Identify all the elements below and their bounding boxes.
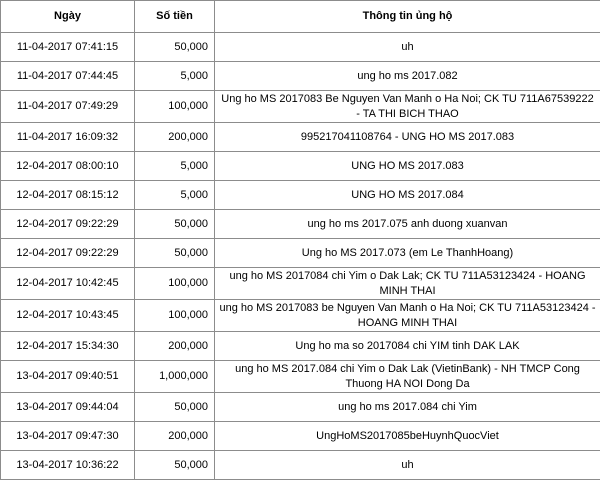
info-cell: UNG HO MS 2017.084 <box>215 181 600 210</box>
date-cell: 12-04-2017 08:15:12 <box>1 181 135 210</box>
table-row <box>1 33 600 62</box>
date-cell: 12-04-2017 08:00:10 <box>1 152 135 181</box>
amount-cell: 5,000 <box>135 62 215 91</box>
date-cell: 11-04-2017 07:44:45 <box>1 62 135 91</box>
date-cell: 12-04-2017 10:42:45 <box>1 268 135 300</box>
amount-cell: 200,000 <box>135 332 215 361</box>
info-cell: uh <box>215 451 600 480</box>
amount-cell: 5,000 <box>135 181 215 210</box>
amount-cell: 50,000 <box>135 451 215 480</box>
info-cell: uh <box>215 33 600 62</box>
table-body <box>1 33 600 480</box>
info-cell: UngHoMS2017085beHuynhQuocViet <box>215 422 600 451</box>
info-cell: ung ho ms 2017.082 <box>215 62 600 91</box>
table-row <box>1 123 600 152</box>
amount-cell: 50,000 <box>135 239 215 268</box>
amount-cell: 1,000,000 <box>135 361 215 393</box>
header-date: Ngày <box>1 1 135 33</box>
info-cell: Ung ho ma so 2017084 chi YIM tinh DAK LAK <box>215 332 600 361</box>
table-row <box>1 422 600 451</box>
amount-cell: 100,000 <box>135 268 215 300</box>
info-cell: Ung ho MS 2017.073 (em Le ThanhHoang) <box>215 239 600 268</box>
amount-cell: 50,000 <box>135 393 215 422</box>
amount-cell: 200,000 <box>135 123 215 152</box>
info-cell: ung ho ms 2017.075 anh duong xuanvan <box>215 210 600 239</box>
table-row <box>1 210 600 239</box>
date-cell: 12-04-2017 09:22:29 <box>1 210 135 239</box>
table-row <box>1 451 600 480</box>
table-row <box>1 181 600 210</box>
info-cell: ung ho MS 2017084 chi Yim o Dak Lak; CK TU 711A53123424 - HOANG MINH THAI <box>215 268 600 300</box>
info-cell: 995217041108764 - UNG HO MS 2017.083 <box>215 123 600 152</box>
table-row <box>1 393 600 422</box>
date-cell: 11-04-2017 16:09:32 <box>1 123 135 152</box>
table-header <box>1 1 600 33</box>
amount-cell: 50,000 <box>135 210 215 239</box>
date-cell: 13-04-2017 09:44:04 <box>1 393 135 422</box>
date-cell: 12-04-2017 09:22:29 <box>1 239 135 268</box>
date-cell: 13-04-2017 10:36:22 <box>1 451 135 480</box>
table-row <box>1 152 600 181</box>
amount-cell: 50,000 <box>135 33 215 62</box>
table-row <box>1 239 600 268</box>
date-cell: 13-04-2017 09:40:51 <box>1 361 135 393</box>
date-cell: 11-04-2017 07:41:15 <box>1 33 135 62</box>
info-cell: ung ho MS 2017.084 chi Yim o Dak Lak (VietinBank) - NH TMCP Cong Thuong HA NOI Dong Da <box>215 361 600 393</box>
info-cell: ung ho ms 2017.084 chi Yim <box>215 393 600 422</box>
header-row <box>1 1 600 33</box>
info-cell: UNG HO MS 2017.083 <box>215 152 600 181</box>
table-row <box>1 91 600 123</box>
amount-cell: 100,000 <box>135 91 215 123</box>
info-cell: ung ho MS 2017083 be Nguyen Van Manh o Ha Noi; CK TU 711A53123424 - HOANG MINH THAI <box>215 300 600 332</box>
date-cell: 12-04-2017 10:43:45 <box>1 300 135 332</box>
amount-cell: 100,000 <box>135 300 215 332</box>
table-row <box>1 361 600 393</box>
date-cell: 11-04-2017 07:49:29 <box>1 91 135 123</box>
header-info: Thông tin ủng hộ <box>215 1 600 33</box>
table-row <box>1 332 600 361</box>
info-cell: Ung ho MS 2017083 Be Nguyen Van Manh o Ha Noi; CK TU 711A67539222 - TA THI BICH THAO <box>215 91 600 123</box>
date-cell: 12-04-2017 15:34:30 <box>1 332 135 361</box>
date-cell: 13-04-2017 09:47:30 <box>1 422 135 451</box>
amount-cell: 200,000 <box>135 422 215 451</box>
header-amount: Số tiền <box>135 1 215 33</box>
table-row <box>1 300 600 332</box>
amount-cell: 5,000 <box>135 152 215 181</box>
table-row <box>1 268 600 300</box>
table-row <box>1 62 600 91</box>
